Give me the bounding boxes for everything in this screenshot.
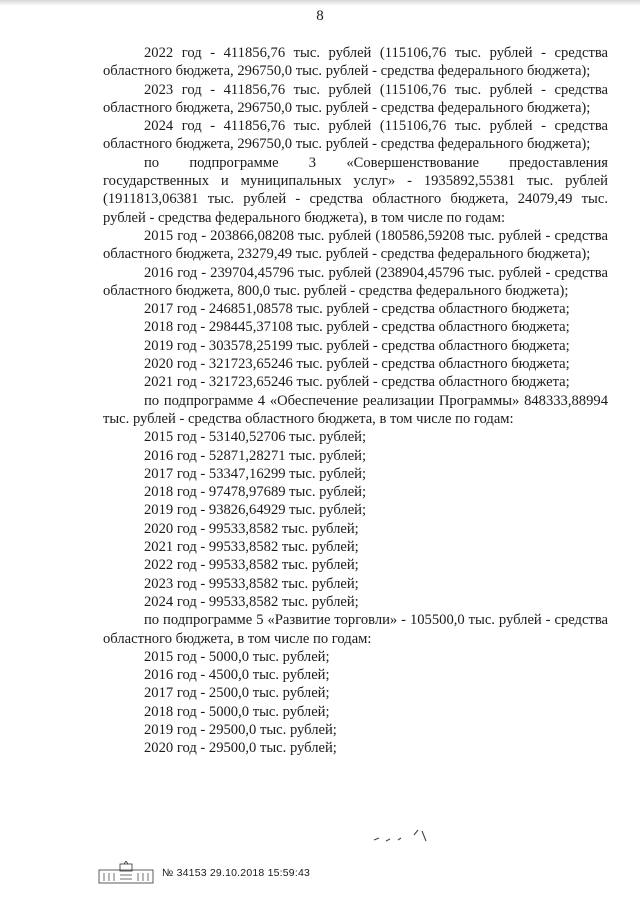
- list-item: 2016 год - 4500,0 тыс. рублей;: [144, 667, 330, 684]
- list-item: 2019 год - 303578,25199 тыс. рублей - средства областного бюджета;: [144, 337, 570, 354]
- registration-footer: [98, 860, 498, 886]
- list-item: 2018 год - 97478,97689 тыс. рублей;: [144, 484, 367, 501]
- paragraph: 2016 год - 239704,45796 тыс. рублей (238904,45796 тыс. рублей - средства областного бюджета, 800,0 тыс. рублей - средства федерального бюджета);: [103, 264, 608, 299]
- pen-mark-icon: [370, 826, 450, 846]
- list-item: 2019 год - 93826,64929 тыс. рублей;: [144, 502, 367, 519]
- list-item: 2017 год - 2500,0 тыс. рублей;: [144, 685, 330, 702]
- list-item: 2021 год - 321723,65246 тыс. рублей - средства областного бюджета;: [144, 374, 570, 391]
- list-item: 2015 год - 5000,0 тыс. рублей;: [144, 648, 330, 665]
- paragraph: 2015 год - 203866,08208 тыс. рублей (180586,59208 тыс. рублей - средства областного бюджета, 23279,49 тыс. рублей - средства федерального бюджета);: [103, 227, 608, 263]
- list-item: 2017 год - 53347,16299 тыс. рублей;: [144, 465, 367, 482]
- list-item: 2018 год - 298445,37108 тыс. рублей - средства областного бюджета;: [144, 319, 570, 336]
- list-item: 2020 год - 29500,0 тыс. рублей;: [144, 740, 337, 757]
- paragraph: 2023 год - 411856,76 тыс. рублей (115106,76 тыс. рублей - средства областного бюджета, 296750,0 тыс. рублей - средства федерального бюджета);: [103, 81, 608, 116]
- list-item: 2019 год - 29500,0 тыс. рублей;: [144, 721, 337, 738]
- list-item: 2018 год - 5000,0 тыс. рублей;: [144, 703, 330, 720]
- paragraph: 2022 год - 411856,76 тыс. рублей (115106,76 тыс. рублей - средства областного бюджета, 296750,0 тыс. рублей - средства федерального бюджета);: [103, 45, 608, 80]
- list-item: 2024 год - 99533,8582 тыс. рублей;: [144, 593, 359, 610]
- list-item: 2020 год - 321723,65246 тыс. рублей - средства областного бюджета;: [144, 356, 570, 373]
- list-item: 2015 год - 53140,52706 тыс. рублей;: [144, 429, 367, 446]
- building-seal-icon: [98, 861, 154, 885]
- list-item: 2017 год - 246851,08578 тыс. рублей - средства областного бюджета;: [144, 301, 570, 318]
- page-number: 8: [316, 8, 324, 24]
- paragraph: по подпрограмме 3 «Совершенствование предоставления государственных и муниципальных услуг» - 1935892,55381 тыс. рублей (1911813,06381 тыс. рублей - средства областного бюджета, 24079,49 тыс. рублей - средства федерального бюджета), в том числе по годам:: [103, 154, 608, 226]
- list-item: 2022 год - 99533,8582 тыс. рублей;: [144, 557, 359, 574]
- registration-stamp: № 34153 29.10.2018 15:59:43: [162, 867, 311, 879]
- list-item: 2021 год - 99533,8582 тыс. рублей;: [144, 539, 359, 556]
- list-item: 2016 год - 52871,28271 тыс. рублей;: [144, 447, 367, 464]
- list-item: 2020 год - 99533,8582 тыс. рублей;: [144, 520, 359, 537]
- scan-edge-shadow: [0, 0, 640, 6]
- list-item: 2023 год - 99533,8582 тыс. рублей;: [144, 575, 359, 592]
- paragraph: по подпрограмме 5 «Развитие торговли» - 105500,0 тыс. рублей - средства областного бюджета, в том числе по годам:: [103, 612, 608, 647]
- document-body: [103, 44, 608, 758]
- paragraph: по подпрограмме 4 «Обеспечение реализации Программы» 848333,88994 тыс. рублей - средства областного бюджета, в том числе по годам:: [103, 392, 608, 427]
- paragraph: 2024 год - 411856,76 тыс. рублей (115106,76 тыс. рублей - средства областного бюджета, 296750,0 тыс. рублей - средства федерального бюджета);: [103, 118, 608, 153]
